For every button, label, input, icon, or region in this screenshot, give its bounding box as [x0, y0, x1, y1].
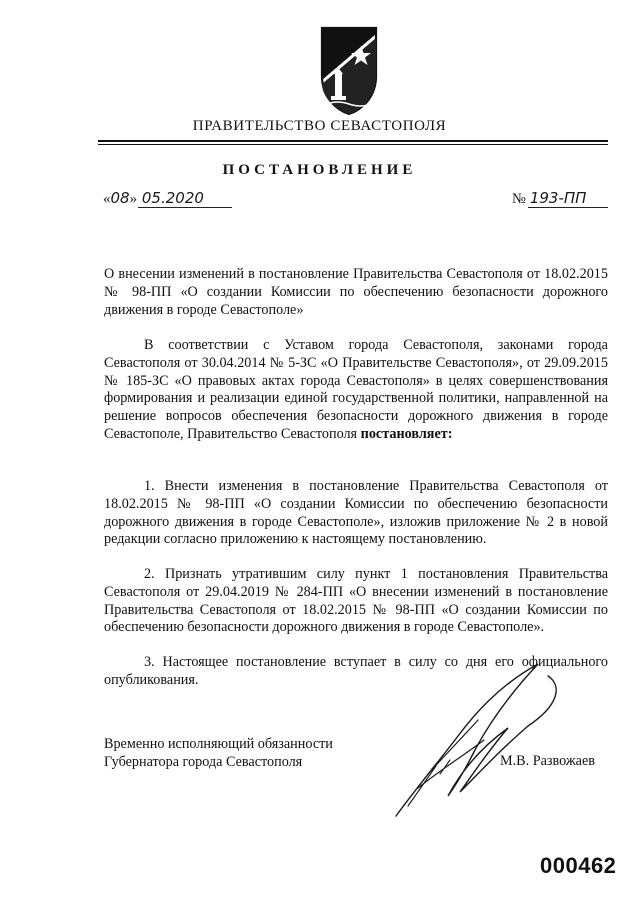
date-month-year: 05.2020: [141, 189, 204, 207]
preamble: [104, 337, 608, 444]
date-open-quote: «: [103, 191, 111, 207]
date-day: 08: [110, 189, 130, 207]
document-title: О внесении изменений в постановление Правительства Севастополя от 18.02.2015 № 98-ПП «О создании Комиссии по обеспечению безопасности дорожного движения в городе Севастополе»: [104, 266, 608, 318]
signer-position-line1: Временно исполняющий обязанности: [104, 736, 333, 752]
document-date: [103, 189, 204, 208]
decree-item-2: 2. Признать утратившим силу пункт 1 постановления Правительства Севастополя от 29.04.2019 № 284-ПП «О внесении изменений в постановление Правительства Севастополя от 18.02.2015 № 98-ПП «О создании Комиссии по обеспечению безопасности дорожного движения в городе Севастополе».: [104, 566, 608, 636]
signer-position-line2: Губернатора города Севастополя: [104, 753, 303, 770]
date-close-quote: »: [129, 191, 138, 207]
sevastopol-coat-of-arms-icon: [317, 24, 381, 116]
decree-item-1: 1. Внести изменения в постановление Правительства Севастополя от 18.02.2015 № 98-ПП «О создании Комиссии по обеспечению безопасности дорожного движения в городе Севастополе», изложив приложение № 2 в новой редакции согласно приложению к настоящему постановлению.: [104, 478, 608, 548]
header-rule-thick: [98, 140, 608, 142]
document-number: [512, 189, 586, 208]
organization-name: ПРАВИТЕЛЬСТВО СЕВАСТОПОЛЯ: [192, 118, 447, 134]
preamble-decree-word: постановляет:: [360, 425, 453, 442]
number-underline: [528, 207, 608, 208]
date-underline: [138, 207, 232, 208]
signer-position: [104, 736, 333, 772]
document-type: ПОСТАНОВЛЕНИЕ: [222, 162, 417, 178]
decree-item-3: 3. Настоящее постановление вступает в силу со дня его официального опубликования.: [104, 654, 608, 688]
serial-number: 000462: [540, 853, 617, 878]
header-rule-thin: [98, 144, 608, 145]
number-sign: №: [512, 191, 526, 207]
handwritten-signature: [388, 656, 568, 826]
signer-name: М.В. Развожаев: [500, 753, 595, 769]
preamble-text: В соответствии с Уставом города Севастополя, законами города Севастополя от 30.04.2014 № 5-ЗС «О Правительстве Севастополя», от 29.09.2015 № 185-ЗС «О правовых актах города Севастополя» в целях совершенствования формирования и реализации единой государственной политики, направленной на решение вопросов обеспечения безопасности дорожного движения в городе Севастополе, Правительство Севастополя: [104, 337, 608, 442]
number-value: 193-ПП: [529, 189, 587, 207]
